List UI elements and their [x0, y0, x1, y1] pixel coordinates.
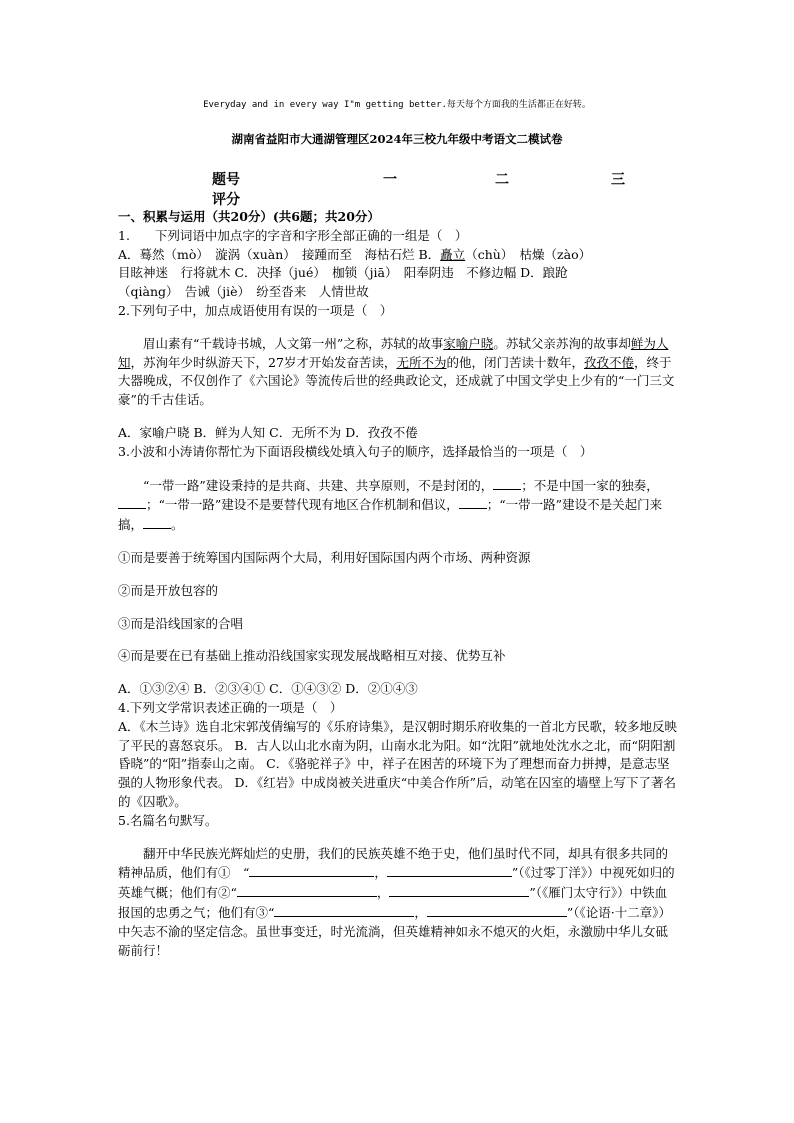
- section-heading: 一、积累与运用（共20分）(共6题；共20分）: [118, 209, 380, 224]
- q2-stem: 2.下列句子中，加点成语使用有误的一项是（ ）: [118, 302, 393, 318]
- q4-body: A．《木兰诗》选自北宋郭茂倩编写的《乐府诗集》，是汉朝时期乐府收集的一首北方民歌，较多地反映了平民的喜怒哀乐。 B．古人以山北水南为阴，山南水北为阳。如“沈阳”就地处沈水之北，而“阴阳割昏晓”的“阳”指泰山之南。 C．《骆驼祥子》中，祥子在困苦的环境下为了理想而奋力拼搏，是意志坚强的人物形象代表。 D．《红岩》中成岗被关进重庆“中美合作所”后，动笔在囚室的墙壁上写下了著名的《囚歌》。: [118, 718, 678, 809]
- q1-options-text: A．蓦然（mò） 漩涡（xuàn） 接踵而至 海枯石烂 B．: [118, 246, 441, 262]
- score-col-2: 二: [495, 172, 509, 188]
- q5-text: ，: [374, 865, 387, 881]
- q5-blank[interactable]: [249, 863, 374, 877]
- q3-passage: [118, 476, 678, 535]
- q3-item-2: ②而是开放包容的: [118, 582, 219, 598]
- q3-blank[interactable]: [143, 515, 171, 529]
- q2-idiom: 孜孜不倦: [583, 354, 634, 370]
- q2-text: 。苏轼父亲苏洵的故事却: [493, 335, 631, 351]
- q2-text: ，苏洵年少时纵游天下，27岁才开始发奋苦读，: [130, 354, 397, 370]
- q5-text: ”（《过零丁洋》）中视死如归的英雄气概；他们有②“: [118, 865, 675, 901]
- q1-options-line-1: [118, 246, 678, 265]
- header-motto: Everyday and in every way I"m getting better.每天每个方面我的生活都正在好转。: [203, 100, 591, 110]
- score-col-3: 三: [611, 172, 625, 188]
- q3-blank[interactable]: [118, 495, 146, 509]
- score-row-label-score: 评分: [212, 192, 240, 208]
- q5-passage: [118, 845, 678, 961]
- q3-text: “一带一路”建设秉持的是共商、共建、共享原则，不是封闭的，: [143, 477, 494, 493]
- q5-text: ”（《论语·十二章》）中矢志不渝的坚定信念。虽世事变迁，时光流淌，但英雄精神如永不熄灭的火炬，永激励中华儿女砥砺前行！: [118, 904, 672, 958]
- q3-blank[interactable]: [459, 495, 487, 509]
- q5-text: ，: [414, 904, 427, 920]
- q5-blank[interactable]: [274, 903, 414, 917]
- q3-stem: 3.小波和小涛请你帮忙为下面语段横线处填入句子的顺序，选择最恰当的一项是（ ）: [118, 443, 593, 459]
- q3-text: ；“一带一路”建设不是要替代现有地区合作机制和倡议，: [146, 497, 459, 513]
- q5-blank[interactable]: [389, 883, 529, 897]
- q3-item-4: ④而是要在已有基础上推动沿线国家实现发展战略相互对接、优势互补: [118, 648, 506, 664]
- q3-text: ；“一带一路”建设不是关起门来搞，: [118, 497, 663, 533]
- q2-options: A．家喻户晓 B．鲜为人知 C．无所不为 D．孜孜不倦: [118, 424, 418, 440]
- q1-options-line-3: （qiàng） 告诫（jiè） 纷至沓来 人情世故: [118, 284, 369, 300]
- q5-blank[interactable]: [387, 863, 512, 877]
- q2-text: 眉山素有“千载诗书城，人文第一州”之称，苏轼的故事: [143, 335, 444, 351]
- q1-stem: 1. 下列词语中加点字的字音和字形全部正确的一组是（ ）: [118, 227, 468, 243]
- q4-stem: 4.下列文学常识表述正确的一项是（ ）: [118, 699, 343, 715]
- q2-text: 的他，闭门苦读十数年，: [446, 354, 584, 370]
- q5-text: ”（《雁门太守行》）中铁血报国的忠勇之气；他们有③“: [118, 885, 668, 920]
- q3-item-1: ①而是要善于统筹国内国际两个大局，利用好国际国内两个市场、两种资源: [118, 549, 531, 565]
- q1-options-text: （chù） 枯燥（zào）: [465, 246, 592, 262]
- q3-text: ；不是中国一家的独奏，: [521, 477, 659, 493]
- q3-options: A．①③②④ B．②③④① C．①④③② D．②①④③: [118, 681, 418, 697]
- q2-passage: [118, 335, 678, 410]
- q3-text: 。: [171, 517, 184, 533]
- score-row-label-number: 题号: [212, 172, 240, 188]
- q5-text: ，: [376, 885, 390, 901]
- q1-options-line-2: 目眩神迷 行将就木 C．决择（jué） 枷锁（jiā） 阳奉阴违 不修边幅 D．踉跄: [118, 265, 568, 281]
- score-col-1: 一: [383, 172, 397, 188]
- q5-text: 翻开中华民族光辉灿烂的史册，我们的民族英雄不绝于史，他们虽时代不同，却具有很多共同的精神品质，他们有① “: [118, 845, 669, 881]
- q2-text: ，终于大器晚成，不仅创作了《六国论》等流传后世的经典政论文，还成就了中国文学史上少有的“一门三文豪”的千古佳话。: [118, 354, 675, 408]
- q3-blank[interactable]: [493, 476, 521, 490]
- q5-blank[interactable]: [427, 903, 567, 917]
- q2-idiom: 无所不为: [396, 354, 447, 370]
- q5-stem: 5.名篇名句默写。: [118, 812, 218, 828]
- exam-title: 湖南省益阳市大通湖管理区2024年三校九年级中考语文二模试卷: [231, 132, 563, 146]
- q3-item-3: ③而是沿线国家的合唱: [118, 615, 244, 631]
- q2-idiom: 鲜为人知: [118, 335, 669, 370]
- q1-underlined-word: 矗立: [440, 246, 466, 262]
- exam-content: [118, 208, 678, 960]
- q2-idiom: 家喻户晓: [443, 335, 494, 351]
- q5-blank[interactable]: [237, 883, 377, 897]
